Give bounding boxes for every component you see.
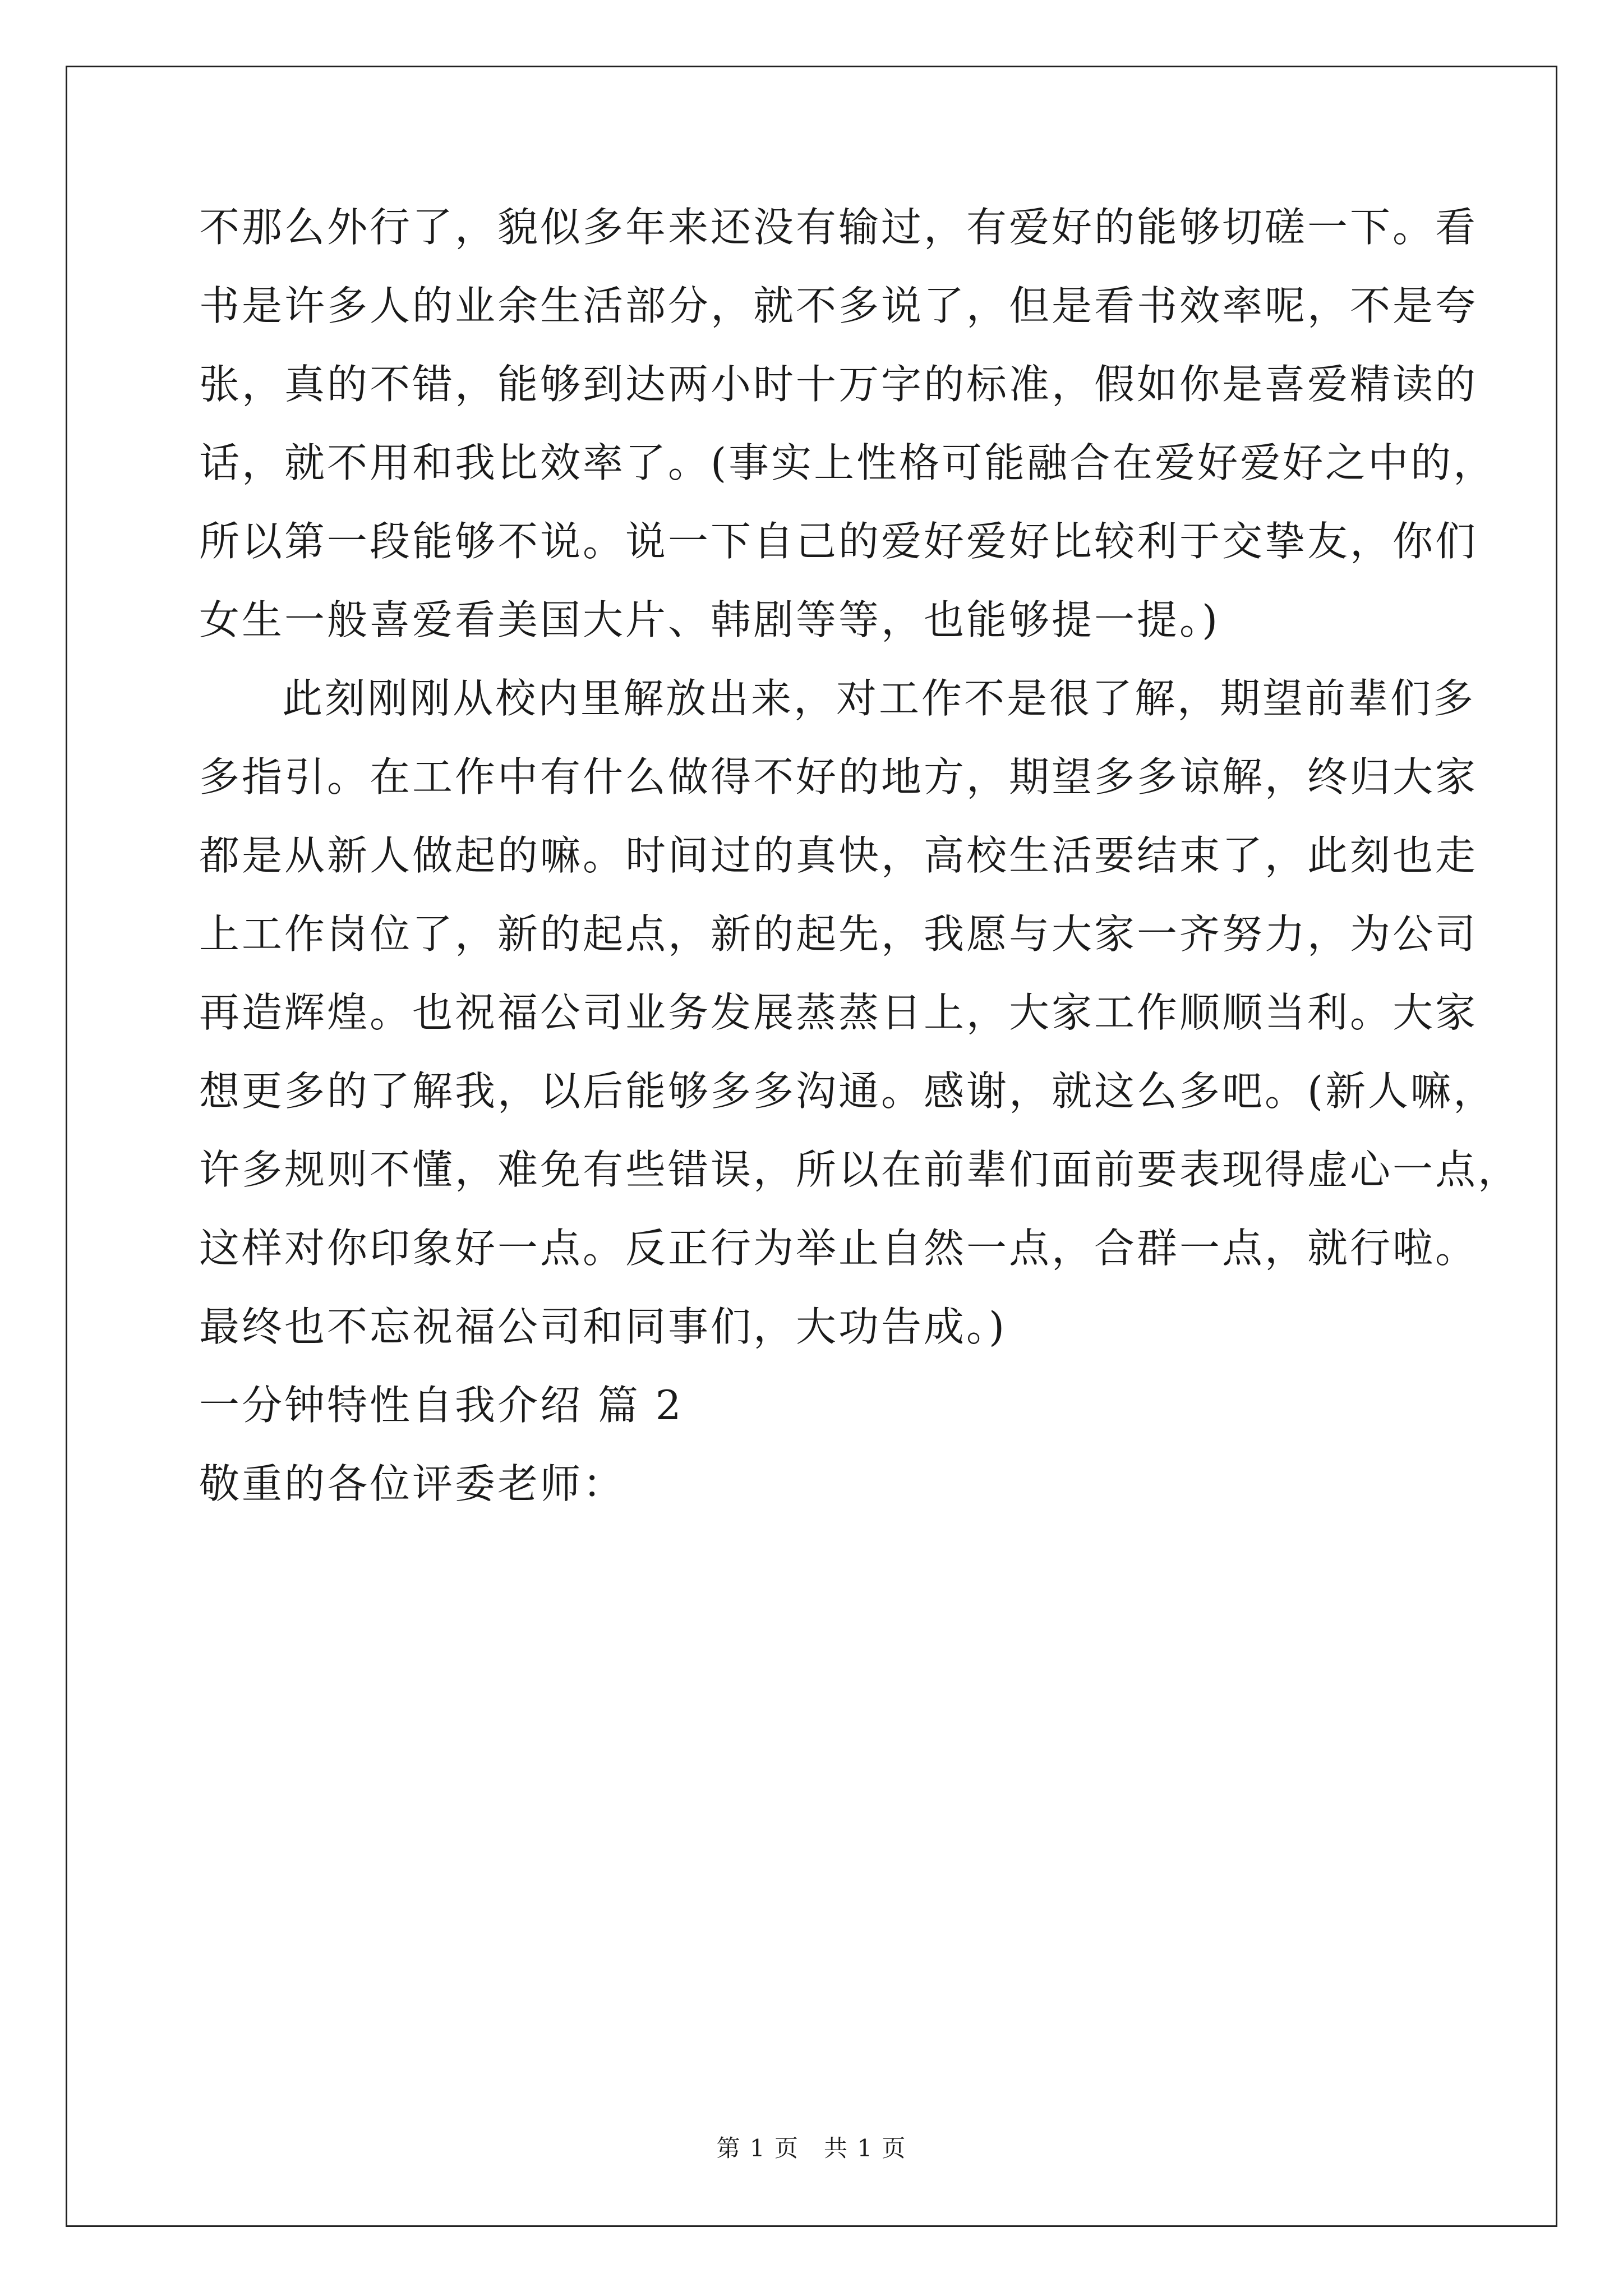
body-line-2: 书是许多人的业余生活部分，就不多说了，但是看书效率呢，不是夸: [199, 282, 1478, 329]
body-line-9: 都是从新人做起的嘛。时间过的真快，高校生活要结束了，此刻也走: [199, 832, 1478, 879]
section-heading: 一分钟特性自我介绍 篇 2: [199, 1382, 684, 1429]
body-line-14: 这样对你印象好一点。反正行为举止自然一点，合群一点，就行啦。: [199, 1225, 1478, 1272]
body-line-8: 多指引。在工作中有什么做得不好的地方，期望多多谅解，终归大家: [199, 753, 1478, 800]
body-line-12: 想更多的了解我，以后能够多多沟通。感谢，就这么多吧。(新人嘛，: [199, 1068, 1496, 1115]
body-line-3: 张，真的不错，能够到达两小时十万字的标准，假如你是喜爱精读的: [199, 361, 1478, 408]
body-line-11: 再造辉煌。也祝福公司业务发展蒸蒸日上，大家工作顺顺当利。大家: [199, 989, 1478, 1036]
body-line-5: 所以第一段能够不说。说一下自己的爱好爱好比较利于交挚友，你们: [199, 518, 1478, 565]
body-line-7: 此刻刚刚从校内里解放出来，对工作不是很了解，期望前辈们多: [282, 675, 1476, 722]
salutation-line: 敬重的各位评委老师：: [199, 1460, 626, 1507]
body-line-4: 话，就不用和我比效率了。(事实上性格可能融合在爱好爱好之中的，: [199, 439, 1496, 486]
body-line-15: 最终也不忘祝福公司和同事们，大功告成。): [199, 1303, 1007, 1350]
body-line-10: 上工作岗位了，新的起点，新的起先，我愿与大家一齐努力，为公司: [199, 910, 1478, 958]
body-line-1: 不那么外行了，貌似多年来还没有输过，有爱好的能够切磋一下。看: [199, 204, 1478, 251]
body-line-13: 许多规则不懂，难免有些错误，所以在前辈们面前要表现得虚心一点，: [199, 1146, 1521, 1193]
body-line-6: 女生一般喜爱看美国大片、韩剧等等，也能够提一提。): [199, 596, 1220, 643]
page-footer: 第 1 页 共 1 页: [716, 2134, 907, 2162]
